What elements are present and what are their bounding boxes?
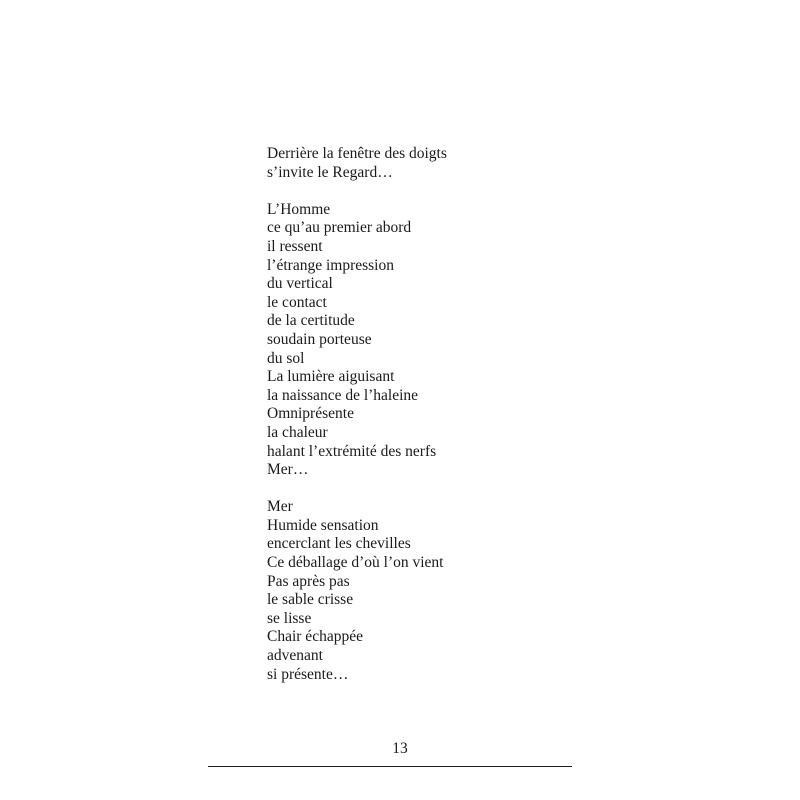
- poem-line: se lisse: [267, 609, 312, 627]
- poem-line: Omniprésente: [267, 405, 354, 423]
- page-number: 13: [392, 740, 408, 757]
- poem-line: halant l’extrémité des nerfs: [267, 442, 437, 460]
- stanza-2: [267, 201, 447, 480]
- poem-line: s’invite le Regard…: [267, 163, 393, 181]
- poem-line: le sable crisse: [267, 591, 354, 609]
- poem-line: la naissance de l’haleine: [267, 386, 419, 404]
- poem-line: soudain porteuse: [267, 330, 372, 348]
- poem-line: l’étrange impression: [267, 256, 394, 274]
- footer-rule: [208, 766, 572, 767]
- poem-line: si présente…: [267, 665, 349, 683]
- poem-line: Pas après pas: [267, 572, 350, 590]
- poem-line: du sol: [267, 349, 305, 367]
- poem-line: Derrière la fenêtre des doigts: [267, 145, 447, 162]
- stanza-1: [267, 145, 447, 182]
- poem-line: Humide sensation: [267, 516, 379, 534]
- poem-text: [267, 145, 447, 684]
- poem-line: ce qu’au premier abord: [267, 219, 412, 237]
- poem-line: le contact: [267, 293, 327, 311]
- poem-line: la chaleur: [267, 423, 328, 441]
- poem-line: advenant: [267, 647, 323, 665]
- poem-line: du vertical: [267, 275, 333, 293]
- poem-line: Mer: [267, 498, 293, 516]
- poem-line: encerclant les chevilles: [267, 535, 411, 553]
- poem-line: il ressent: [267, 237, 323, 255]
- poem-line: Chair échappée: [267, 628, 363, 646]
- stanza-3: [267, 498, 447, 684]
- poem-line: Mer…: [267, 461, 309, 479]
- poem-line: L’Homme: [267, 200, 331, 218]
- poem-line: La lumière aiguisant: [267, 368, 395, 386]
- poem-line: de la certitude: [267, 312, 355, 330]
- poem-line: Ce déballage d’où l’on vient: [267, 554, 444, 572]
